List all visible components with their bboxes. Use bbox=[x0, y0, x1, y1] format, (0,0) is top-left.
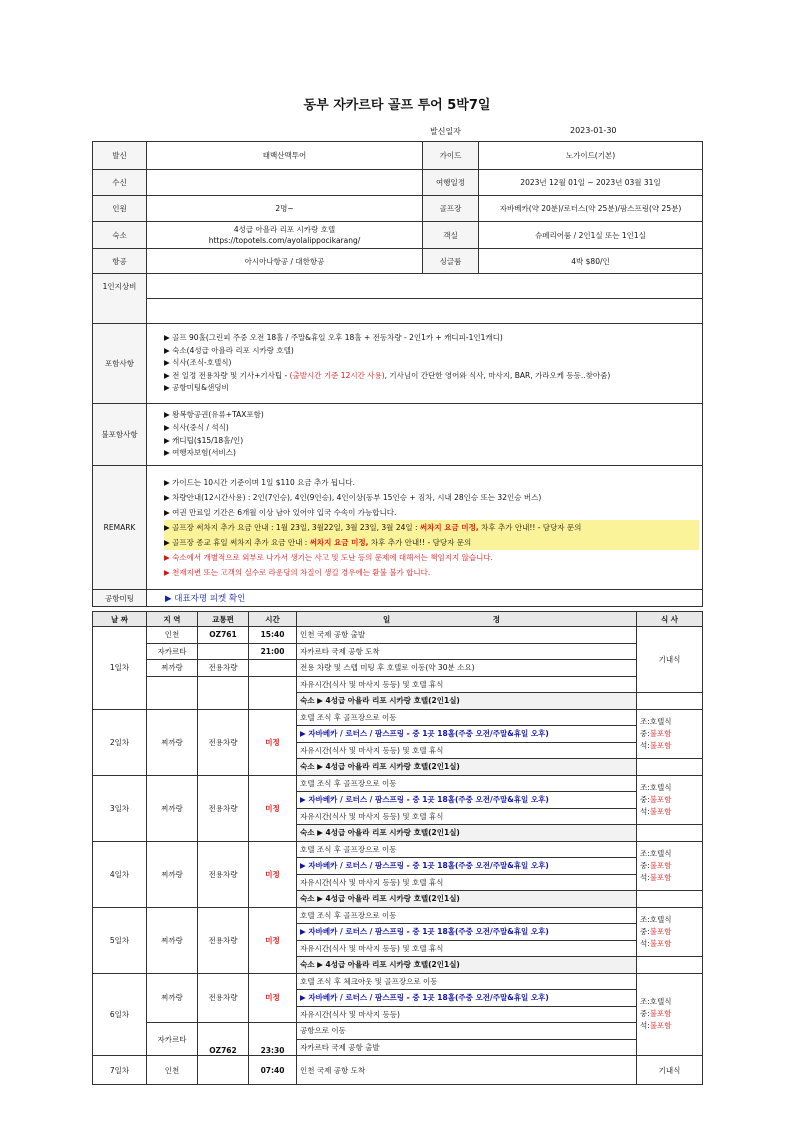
header-meal: 식 사 bbox=[637, 612, 703, 627]
schedule-row: 호텔 조식 후 체크아웃 및 골프장으로 이동 bbox=[297, 973, 637, 990]
golf-days bbox=[93, 709, 703, 973]
air-label: 항공 bbox=[93, 249, 147, 274]
header-transport: 교통편 bbox=[198, 612, 249, 627]
remark-item-warning: ▶ 천재지변 또는 고객의 실수로 라운딩의 차질이 생길 경우에는 환불 불가 합니다. bbox=[164, 565, 699, 580]
price-label: 1인지상비 bbox=[93, 274, 147, 324]
remark-item-highlight: ▶ 골프장 써차지 추가 요금 안내 : 1월 23일, 3월22일, 3월 23일, 3월 24일 : 써차지 요금 미정, 차후 추가 안내!! - 담당자 문의 bbox=[164, 520, 699, 535]
room-value: 슈페리어룸 / 2인1실 또는 1인1실 bbox=[479, 222, 703, 249]
header-date: 날 짜 bbox=[93, 612, 147, 627]
schedule-row: 인천 국제 공항 출발 bbox=[297, 627, 637, 644]
schedule-row: 자유시간(식사 및 마사지 등등) 및 호텔 휴식 bbox=[297, 874, 637, 891]
transport: 전용차량 bbox=[198, 841, 249, 907]
region: 자카르타 bbox=[147, 643, 198, 660]
time: 15:40 bbox=[249, 627, 297, 644]
region: 인천 bbox=[147, 1056, 198, 1085]
time: 21:00 bbox=[249, 643, 297, 660]
transport: 전용차량 bbox=[198, 660, 249, 677]
issue-date-label: 발신일자 bbox=[430, 127, 461, 136]
day-3: 3일차 bbox=[93, 775, 147, 841]
stay-row: 숙소 ▶ 4성급 아욜라 리포 시카랑 호텔(2인1실) bbox=[297, 957, 637, 974]
period-label: 여행일정 bbox=[423, 170, 479, 196]
remark-item-warning: ▶ 숙소에서 개별적으로 외부로 나가서 생기는 사고 및 도난 등의 문제에 대해서는 책임지지 않습니다. bbox=[164, 550, 699, 565]
region: 인천 bbox=[147, 627, 198, 644]
include-item: ▶ 식사(조식-호텔식) bbox=[164, 357, 699, 370]
region: 찌까랑 bbox=[147, 973, 198, 1023]
transport: 전용차량 bbox=[198, 775, 249, 841]
transport bbox=[198, 643, 249, 660]
itinerary-table bbox=[92, 611, 703, 1085]
transport: OZ761 bbox=[198, 627, 249, 644]
day-6: 6일차 bbox=[93, 973, 147, 1056]
remark-item: ▶ 여권 만료일 기간은 6개월 이상 남아 있어야 입국 수속이 가능합니다. bbox=[164, 505, 699, 520]
day-5: 5일차 bbox=[93, 907, 147, 973]
people-label: 인원 bbox=[93, 196, 147, 222]
include-item: ▶ 전 일정 전용차량 및 기사+기사팁 - (출발시간 기준 12시간 사용), 기사님이 간단한 영어와 식사, 마사지, BAR, 가라오케 등등..찾아줌) bbox=[164, 370, 699, 383]
transport: OZ762 bbox=[198, 1023, 249, 1056]
time: 23:30 bbox=[249, 1023, 297, 1056]
schedule-row: 전용 차량 및 스텝 미팅 후 호텔로 이동(약 30분 소요) bbox=[297, 660, 637, 677]
transport: 전용차량 bbox=[198, 709, 249, 775]
include-item: ▶ 숙소(4성급 아욜라 리포 시카랑 호텔) bbox=[164, 345, 699, 358]
transport bbox=[198, 676, 249, 709]
air-value: 아시아나항공 / 대한항공 bbox=[147, 249, 423, 274]
hotel-value bbox=[147, 222, 423, 249]
golf-row: ▶ 자바베카 / 로터스 / 팜스프링 - 중 1곳 18홀(주중 오전/주말&휴일 오후) bbox=[297, 990, 637, 1007]
schedule-row: 자카르타 국제 공항 도착 bbox=[297, 643, 637, 660]
region: 찌까랑 bbox=[147, 907, 198, 973]
golf-row: ▶ 자바베카 / 로터스 / 팜스프링 - 중 1곳 18홀(주중 오전/주말&휴일 오후) bbox=[297, 924, 637, 941]
include-cell bbox=[147, 324, 703, 404]
region: 찌까랑 bbox=[147, 660, 198, 677]
meal: 기내식 bbox=[637, 627, 703, 693]
info-table bbox=[92, 141, 703, 607]
schedule-row: 호텔 조식 후 골프장으로 이동 bbox=[297, 775, 637, 792]
single-label: 싱글룸 bbox=[423, 249, 479, 274]
remark-label: REMARK bbox=[93, 466, 147, 590]
time: 미정 bbox=[249, 775, 297, 841]
sender-value: 태백산맥투어 bbox=[147, 142, 423, 170]
remark-cell bbox=[147, 466, 703, 590]
meal: 조:호텔식 중:불포함 석:불포함 bbox=[637, 907, 703, 957]
recipient-label: 수신 bbox=[93, 170, 147, 196]
meal: 조:호텔식 중:불포함 석:불포함 bbox=[637, 973, 703, 1056]
transport bbox=[198, 1056, 249, 1085]
stay-row: 숙소 ▶ 4성급 아욜라 리포 시카랑 호텔(2인1실) bbox=[297, 693, 637, 710]
exclude-item: ▶ 왕복항공권(유류+TAX포함) bbox=[164, 409, 699, 422]
schedule-row: 자유시간(식사 및 마사지 등등) 및 호텔 휴식 bbox=[297, 742, 637, 759]
transport: 전용차량 bbox=[198, 907, 249, 973]
time: 미정 bbox=[249, 841, 297, 907]
schedule-row: 호텔 조식 후 골프장으로 이동 bbox=[297, 709, 637, 726]
include-item: ▶ 공항미팅&샌딩비 bbox=[164, 382, 699, 395]
region: 찌까랑 bbox=[147, 709, 198, 775]
day-4: 4일차 bbox=[93, 841, 147, 907]
guide-label: 가이드 bbox=[423, 142, 479, 170]
meal: 기내식 bbox=[637, 1056, 703, 1085]
schedule-row: 자유시간(식사 및 마사지 등등) 및 호텔 휴식 bbox=[297, 940, 637, 957]
day-1: 1일차 bbox=[93, 627, 147, 710]
include-label: 포함사항 bbox=[93, 324, 147, 404]
stay-row: 숙소 ▶ 4성급 아욜라 리포 시카랑 호텔(2인1실) bbox=[297, 891, 637, 908]
exclude-cell bbox=[147, 404, 703, 466]
sender-label: 발신 bbox=[93, 142, 147, 170]
single-value: 4박 $80/인 bbox=[479, 249, 703, 274]
meal: 조:호텔식 중:불포함 석:불포함 bbox=[637, 841, 703, 891]
schedule-row: 자유시간(식사 및 마사지 등등) bbox=[297, 1006, 637, 1023]
day-2: 2일차 bbox=[93, 709, 147, 775]
time: 미정 bbox=[249, 907, 297, 973]
header-schedule: 일 정 bbox=[297, 612, 637, 627]
people-value: 2명~ bbox=[147, 196, 423, 222]
golf-row: ▶ 자바베카 / 로터스 / 팜스프링 - 중 1곳 18홀(주중 오전/주말&휴일 오후) bbox=[297, 858, 637, 875]
schedule-row: 인천 국제 공항 도착 bbox=[297, 1056, 637, 1085]
header-region: 지 역 bbox=[147, 612, 198, 627]
schedule-row: 자유시간(식사 및 마사지 등등) 및 호텔 휴식 bbox=[297, 676, 637, 693]
remark-item: ▶ 차량안내(12시간사용) : 2인(7인승), 4인(9인승), 4인이상(동부 15인승 + 짐차, 시내 28인승 또는 32인승 버스) bbox=[164, 490, 699, 505]
time bbox=[249, 660, 297, 677]
meal-blank bbox=[637, 957, 703, 974]
hotel-name: 4성급 아욜라 리포 시카랑 호텔 bbox=[233, 225, 336, 234]
exclude-label: 불포함사항 bbox=[93, 404, 147, 466]
recipient-value bbox=[147, 170, 423, 196]
meeting-value: ▶ 대표자명 피켓 확인 bbox=[147, 590, 703, 607]
issue-date: 2023-01-30 bbox=[570, 126, 617, 135]
room-label: 객실 bbox=[423, 222, 479, 249]
region: 찌까랑 bbox=[147, 775, 198, 841]
period-value: 2023년 12월 01일 ~ 2023년 03월 31일 bbox=[479, 170, 703, 196]
meal-blank bbox=[637, 693, 703, 710]
page-title: 동부 자카르타 골프 투어 5박7일 bbox=[303, 98, 491, 113]
price-row-1 bbox=[147, 274, 703, 299]
exclude-item: ▶ 식사(중식 / 석식) bbox=[164, 422, 699, 435]
hotel-url[interactable]: https://topotels.com/ayolalippocikarang/ bbox=[208, 236, 361, 245]
golf-value: 자바베카(약 20분)/로터스(약 25분)/팜스프링(약 25분) bbox=[479, 196, 703, 222]
region bbox=[147, 676, 198, 709]
remark-item: ▶ 가이드는 10시간 기준이며 1일 $110 요금 추가 됩니다. bbox=[164, 475, 699, 490]
schedule-row: 공항으로 이동 bbox=[297, 1023, 637, 1040]
schedule-row: 호텔 조식 후 골프장으로 이동 bbox=[297, 907, 637, 924]
meeting-label: 공항미팅 bbox=[93, 590, 147, 607]
golf-row: ▶ 자바베카 / 로터스 / 팜스프링 - 중 1곳 18홀(주중 오전/주말&휴일 오후) bbox=[297, 726, 637, 743]
meal: 조:호텔식 중:불포함 석:불포함 bbox=[637, 709, 703, 759]
golf-label: 골프장 bbox=[423, 196, 479, 222]
schedule-row: 자카르타 국제 공항 출발 bbox=[297, 1039, 637, 1056]
meal-blank bbox=[637, 891, 703, 908]
remark-item-highlight: ▶ 골프장 종교 휴일 써차지 추가 요금 안내 : 써차지 요금 미정, 차후 추가 안내!! - 담당자 문의 bbox=[164, 535, 699, 550]
region: 찌까랑 bbox=[147, 841, 198, 907]
region: 자카르타 bbox=[147, 1023, 198, 1056]
schedule-row: 자유시간(식사 및 마사지 등등) 및 호텔 휴식 bbox=[297, 808, 637, 825]
time: 07:40 bbox=[249, 1056, 297, 1085]
exclude-item: ▶ 캐디팁($15/18홀/인) bbox=[164, 435, 699, 448]
stay-row: 숙소 ▶ 4성급 아욜라 리포 시카랑 호텔(2인1실) bbox=[297, 825, 637, 842]
hotel-label: 숙소 bbox=[93, 222, 147, 249]
meal-blank bbox=[637, 759, 703, 776]
guide-value: 노가이드(기본) bbox=[479, 142, 703, 170]
stay-row: 숙소 ▶ 4성급 아욜라 리포 시카랑 호텔(2인1실) bbox=[297, 759, 637, 776]
include-item: ▶ 골프 90홀(그린피 주중 오전 18홀 / 주말&휴일 오후 18홀 + 전동차량 - 2인1카 + 캐디피-1인1캐디) bbox=[164, 332, 699, 345]
time: 미정 bbox=[249, 709, 297, 775]
meal-blank bbox=[637, 825, 703, 842]
exclude-item: ▶ 여행자보험(서비스) bbox=[164, 447, 699, 460]
time bbox=[249, 676, 297, 709]
golf-row: ▶ 자바베카 / 로터스 / 팜스프링 - 중 1곳 18홀(주중 오전/주말&휴일 오후) bbox=[297, 792, 637, 809]
time: 미정 bbox=[249, 973, 297, 1023]
price-row-2 bbox=[147, 299, 703, 324]
day-7: 7일차 bbox=[93, 1056, 147, 1085]
transport: 전용차량 bbox=[198, 973, 249, 1023]
meal: 조:호텔식 중:불포함 석:불포함 bbox=[637, 775, 703, 825]
schedule-row: 호텔 조식 후 골프장으로 이동 bbox=[297, 841, 637, 858]
header-time: 시간 bbox=[249, 612, 297, 627]
